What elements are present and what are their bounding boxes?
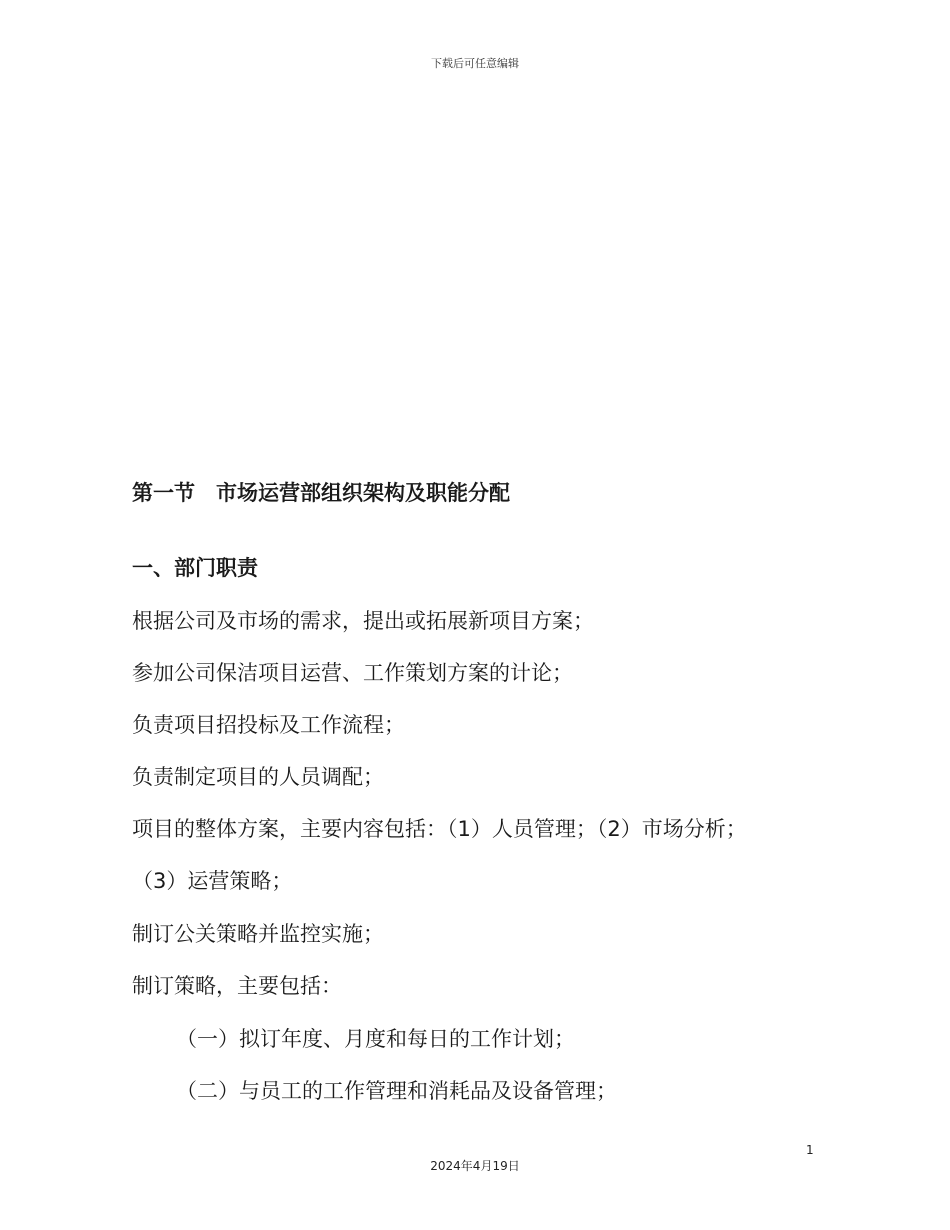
header-note: 下载后可任意编辑 <box>431 57 519 70</box>
paragraph: 制订公关策略并监控实施； <box>132 922 384 946</box>
paragraph: （3）运营策略； <box>132 869 293 893</box>
section-title: 第一节 市场运营部组织架构及职能分配 <box>132 481 510 505</box>
paragraph: 负责项目招投标及工作流程； <box>132 713 405 737</box>
paragraph: 负责制定项目的人员调配； <box>132 765 384 789</box>
footer-date: 2024年4月19日 <box>430 1159 520 1173</box>
indented-item: （一）拟订年度、月度和每日的工作计划； <box>176 1027 575 1051</box>
page-number: 1 <box>806 1143 814 1157</box>
paragraph: 根据公司及市场的需求，提出或拓展新项目方案； <box>132 609 594 633</box>
paragraph: 项目的整体方案，主要内容包括：（1）人员管理；（2）市场分析； <box>132 817 747 841</box>
paragraph: 参加公司保洁项目运营、工作策划方案的计论； <box>132 661 573 685</box>
indented-item: （二）与员工的工作管理和消耗品及设备管理； <box>176 1079 617 1103</box>
paragraph: 制订策略，主要包括： <box>132 974 342 998</box>
sub-heading: 一、部门职责 <box>132 556 258 580</box>
